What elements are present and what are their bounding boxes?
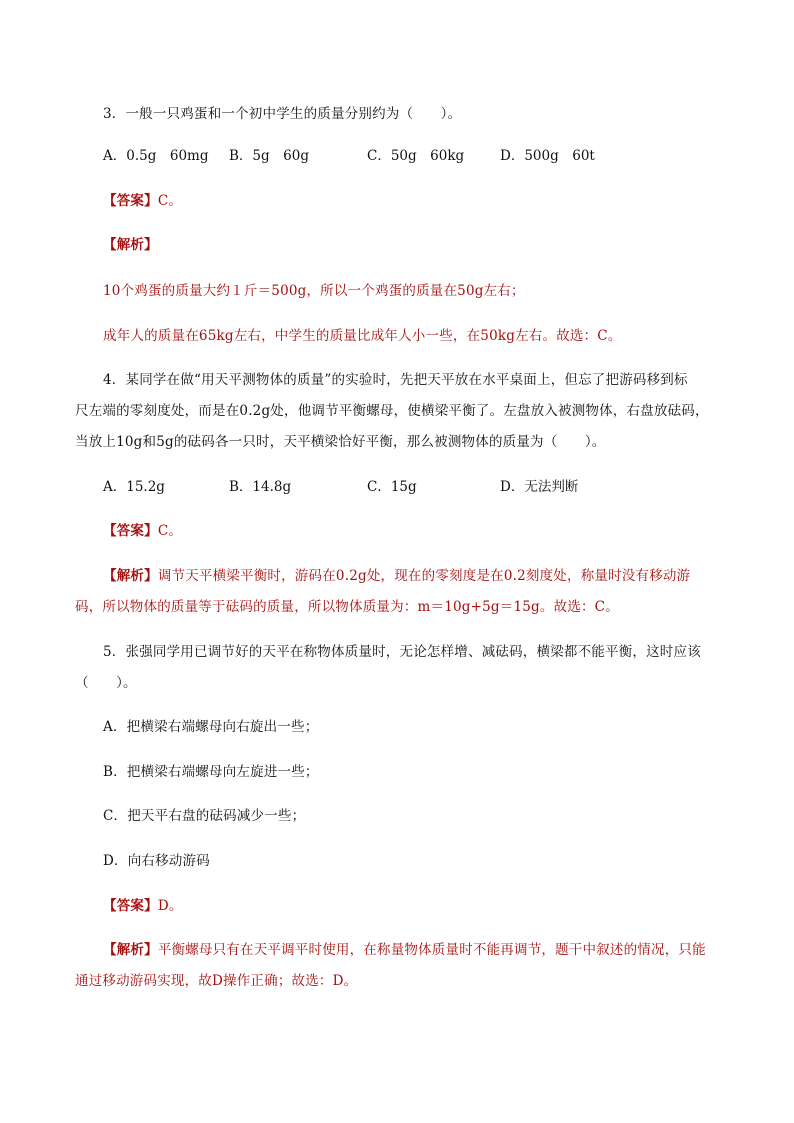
answer-value: D。 [157,898,183,914]
q4-option-a: A．15.2g [103,479,165,495]
q5-stem-line-2: （ ）。 [75,675,137,691]
q5-option-d: D．向右移动游码 [103,853,210,869]
analysis-tag: 【解析】 [103,568,158,584]
q4-option-c: C．15g [367,479,417,495]
answer-value: C。 [157,523,183,539]
q4-answer [103,521,182,541]
q3-answer [103,191,182,211]
q5-analysis-line-1 [103,940,706,960]
answer-value: C。 [157,193,183,209]
q4-stem-line-2: 尺左端的零刻度处，而是在0.2g处，他调节平衡螺母，使横梁平衡了。左盘放入被测物体，右盘放砝码， [75,403,709,419]
q3-analysis-tag [103,235,158,255]
q4-option-d: D．无法判断 [500,479,579,495]
analysis-tag: 【解析】 [103,237,158,253]
q3-analysis-line-2: 成年人的质量在65kg左右，中学生的质量比成年人小一些，在50kg左右。故选：C。 [103,328,622,344]
q4-analysis-line-2: 码，所以物体的质量等于砝码的质量，所以物体质量为：m＝10g+5g＝15g。故选：C。 [75,599,619,615]
q3-option-c: C．50g 60kg [367,148,465,164]
q5-answer [103,896,183,916]
answer-tag: 【答案】 [103,193,158,209]
q3-option-b: B．5g 60g [229,148,309,164]
q3-stem: 3．一般一只鸡蛋和一个初中学生的质量分别约为（ ）。 [103,106,462,122]
answer-tag: 【答案】 [103,898,158,914]
q5-analysis-line-2: 通过移动游码实现，故D操作正确；故选：D。 [75,973,358,989]
q5-option-b: B．把横梁右端螺母向左旋进一些； [103,764,319,780]
analysis-text: 调节天平横梁平衡时，游码在0.2g处，现在的零刻度是在0.2刻度处，称量时没有移动游 [157,568,691,584]
q5-option-a: A．把横梁右端螺母向右旋出一些； [103,719,319,735]
q4-stem-line-3: 当放上10g和5g的砝码各一只时，天平横梁恰好平衡，那么被测物体的质量为（ ）。 [75,434,606,450]
q3-option-a: A．0.5g 60mg [103,148,209,164]
q4-stem-line-1: 4．某同学在做“用天平测物体的质量”的实验时，先把天平放在水平桌面上，但忘了把游码移到标 [103,372,688,388]
q3-option-d: D．500g 60t [500,148,595,164]
q5-stem-line-1: 5．张强同学用已调节好的天平在称物体质量时，无论怎样增、减砝码，横梁都不能平衡，这时应该 [103,644,701,660]
q4-analysis-line-1 [103,566,690,586]
answer-tag: 【答案】 [103,523,158,539]
analysis-text: 平衡螺母只有在天平调平时使用，在称量物体质量时不能再调节，题干中叙述的情况，只能 [157,942,706,958]
analysis-tag: 【解析】 [103,942,158,958]
q5-option-c: C．把天平右盘的砝码减少一些； [103,808,306,824]
q4-option-b: B．14.8g [229,479,292,495]
q3-analysis-line-1: 10个鸡蛋的质量大约１斤＝500g，所以一个鸡蛋的质量在50g左右； [103,283,525,299]
